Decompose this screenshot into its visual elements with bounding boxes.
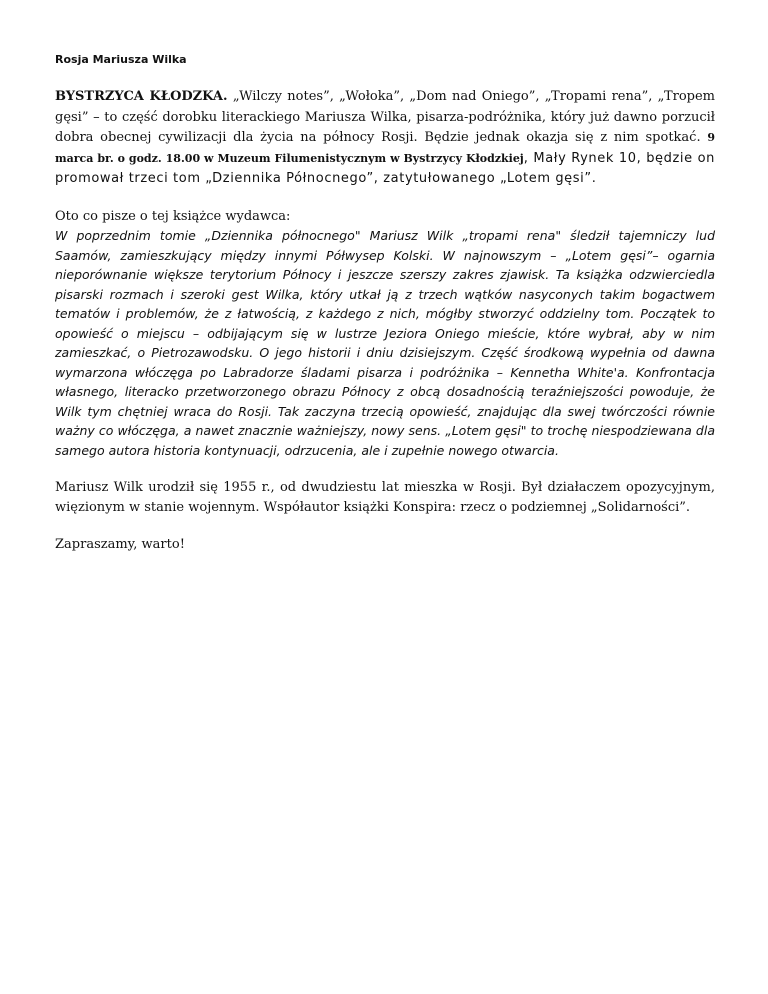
- closing-line: Zapraszamy, warto!: [55, 537, 185, 552]
- event-location-text: , Mały Rynek 10, będzie on promował trzeci tom „Dziennika Północnego”, zatytułowanego „Lotem gęsi”.: [55, 150, 715, 186]
- publisher-quote: W poprzednim tomie „Dziennika północnego" Mariusz Wilk „tropami rena" śledził tajemniczy lud Saamów, zamieszkujący między innymi Półwysep Kolski. W najnowszym – „Lotem gęsi”– ogarnia nieporównanie większe terytorium Północy i jeszcze szerszy zakres zjawisk. Ta książka odzwierciedla pisarski rozmach i szeroki gest Wilka, który utkał ją z trzech wątków nasyconych takim bogactwem tematów i problemów, że z łatwością, z każdego z nich, mógłby stworzyć oddzielny tom. Początek to opowieść o miejscu – odbijającym się w lustrze Jeziora Oniego mieście, które wybrał, aby w nim zamieszkać, o Pietrozawodsku. O jego historii i dniu dzisiejszym. Część środkową wypełnia od dawna wymarzona włóczęga po Labradorze śladami pisarza i podróżnika – Kennetha White'a. Konfrontacja własnego, literacko przetworzonego obrazu Północy z obcą dosadnością teraźniejszości powoduje, że Wilk tym chętniej wraca do Rosji. Tak zaczyna trzecią opowieść, znajdując dla swej twórczości równie ważny co włóczęga, a nawet znacznie ważniejszy, nowy sens. „Lotem gęsi" to trochę niespodziewana dla samego autora historia kontynuacji, odrzucenia, ale i zupełnie nowego otwarcia.: [55, 228, 715, 458]
- dateline: BYSTRZYCA KŁODZKA.: [55, 89, 228, 104]
- event-paragraph: [55, 86, 715, 189]
- article: [55, 52, 715, 573]
- publisher-intro: Oto co pisze o tej książce wydawca:: [55, 208, 291, 224]
- event-details: 9 marca br. o godz. 18.00 w Muzeum Filumenistycznym w Bystrzycy Kłodzkiej: [55, 131, 715, 165]
- intro-text: „Wilczy notes”, „Wołoka”, „Dom nad Oniego”, „Tropami rena”, „Tropem gęsi” – to część dorobku literackiego Mariusza Wilka, pisarza-podróżnika, który już dawno porzucił dobra obecnej cywilizacji dla życia na północy Rosji. Będzie jednak okazja się z nim spotkać.: [55, 89, 716, 145]
- article-header: Rosja Mariusza Wilka: [55, 53, 187, 66]
- author-bio: Mariusz Wilk urodził się 1955 r., od dwudziestu lat mieszka w Rosji. Był działaczem opozycyjnym, więzionym w stanie wojennym. Współautor książki Konspira: rzecz o podziemnej „Solidarności”.: [55, 480, 715, 515]
- publisher-section: [55, 207, 715, 461]
